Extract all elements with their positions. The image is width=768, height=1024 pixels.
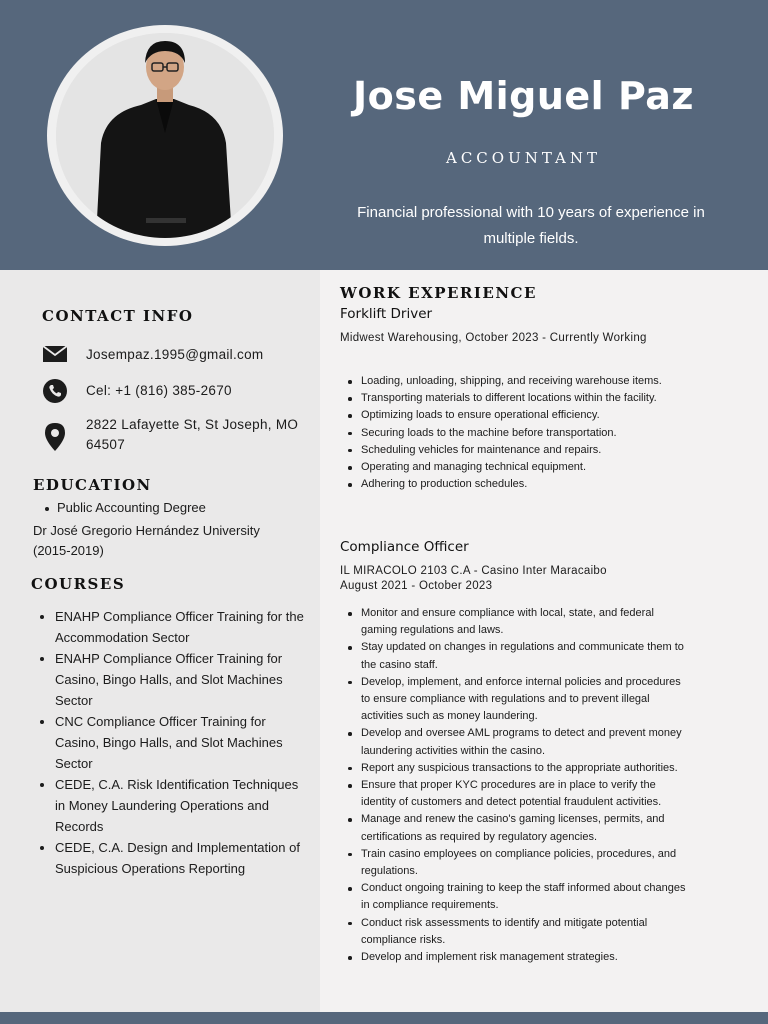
- duty-item: Securing loads to the machine before transportation.: [346, 425, 691, 442]
- candidate-name: Jose Miguel Paz: [352, 74, 695, 118]
- education-degree: [45, 500, 206, 515]
- job-company-compliance: IL MIRACOLO 2103 C.A - Casino Inter Maracaibo: [340, 565, 607, 577]
- contact-phone[interactable]: Cel: +1 (816) 385-2670: [86, 383, 232, 398]
- phone-icon: [42, 379, 68, 403]
- duty-item: Operating and managing technical equipment.: [346, 459, 691, 476]
- map-pin-icon: [42, 415, 68, 451]
- job-meta-forklift: Midwest Warehousing, October 2023 - Currently Working: [340, 332, 647, 344]
- degree-text: Public Accounting Degree: [57, 500, 206, 515]
- duty-item: Loading, unloading, shipping, and receiving warehouse items.: [346, 373, 691, 390]
- education-title: EDUCATION: [33, 476, 152, 494]
- contact-email-row: [42, 345, 306, 365]
- profile-photo: [56, 33, 274, 238]
- duty-item: Scheduling vehicles for maintenance and repairs.: [346, 442, 691, 459]
- contact-phone-row: [42, 379, 306, 403]
- duty-item: Conduct ongoing training to keep the staff informed about changes in compliance requirements.: [346, 880, 691, 914]
- bullet-dot: [45, 507, 49, 511]
- professional-summary: Financial professional with 10 years of experience in multiple fields.: [357, 204, 705, 247]
- course-item: ENAHP Compliance Officer Training for the Accommodation Sector: [40, 606, 305, 648]
- job-role: ACCOUNTANT: [446, 149, 601, 167]
- course-item: ENAHP Compliance Officer Training for Casino, Bingo Halls, and Slot Machines Sector: [40, 648, 305, 711]
- education-school: Dr José Gregorio Hernández University (2015-2019): [33, 523, 260, 558]
- contact-email[interactable]: Josempaz.1995@gmail.com: [86, 347, 264, 362]
- job-title-compliance: Compliance Officer: [340, 539, 469, 555]
- work-experience-title: WORK EXPERIENCE: [340, 284, 537, 302]
- duty-item: Stay updated on changes in regulations and communicate them to the casino staff.: [346, 639, 691, 673]
- contact-info-title: CONTACT INFO: [42, 307, 194, 325]
- course-item: CEDE, C.A. Design and Implementation of Suspicious Operations Reporting: [40, 837, 305, 879]
- duty-item: Develop and implement risk management strategies.: [346, 949, 691, 966]
- duty-item: Ensure that proper KYC procedures are in place to verify the identity of customers and detect potential fraudulent activities.: [346, 777, 691, 811]
- duty-item: Develop, implement, and enforce internal policies and procedures to ensure compliance with regulations and to prevent illegal activities such as money laundering.: [346, 674, 691, 726]
- duty-item: Optimizing loads to ensure operational efficiency.: [346, 407, 691, 424]
- duty-item: Develop and oversee AML programs to detect and prevent money laundering activities within the casino.: [346, 725, 691, 759]
- duty-item: Adhering to production schedules.: [346, 476, 691, 493]
- footer-bar: [0, 1012, 768, 1024]
- contact-address-row: [42, 415, 301, 455]
- courses-title: COURSES: [31, 575, 126, 593]
- duty-item: Transporting materials to different locations within the facility.: [346, 390, 691, 407]
- job-duties-compliance: [346, 605, 691, 966]
- job-dates-compliance: August 2021 - October 2023: [340, 579, 493, 592]
- course-item: CEDE, C.A. Risk Identification Techniques in Money Laundering Operations and Records: [40, 774, 305, 837]
- duty-item: Train casino employees on compliance policies, procedures, and regulations.: [346, 846, 691, 880]
- duty-item: Monitor and ensure compliance with local, state, and federal gaming regulations and laws.: [346, 605, 691, 639]
- envelope-icon: [42, 345, 68, 363]
- job-duties-forklift: [346, 373, 691, 493]
- courses-list: [40, 606, 305, 879]
- duty-item: Manage and renew the casino's gaming licenses, permits, and certifications as required by regulatory agencies.: [346, 811, 691, 845]
- duty-item: Conduct risk assessments to identify and mitigate potential compliance risks.: [346, 915, 691, 949]
- contact-address: 2822 Lafayette St, St Joseph, MO 64507: [86, 417, 299, 452]
- course-item: CNC Compliance Officer Training for Casino, Bingo Halls, and Slot Machines Sector: [40, 711, 305, 774]
- job-title-forklift: Forklift Driver: [340, 306, 433, 322]
- job-meta-compliance: [340, 564, 650, 593]
- duty-item: Report any suspicious transactions to the appropriate authorities.: [346, 760, 691, 777]
